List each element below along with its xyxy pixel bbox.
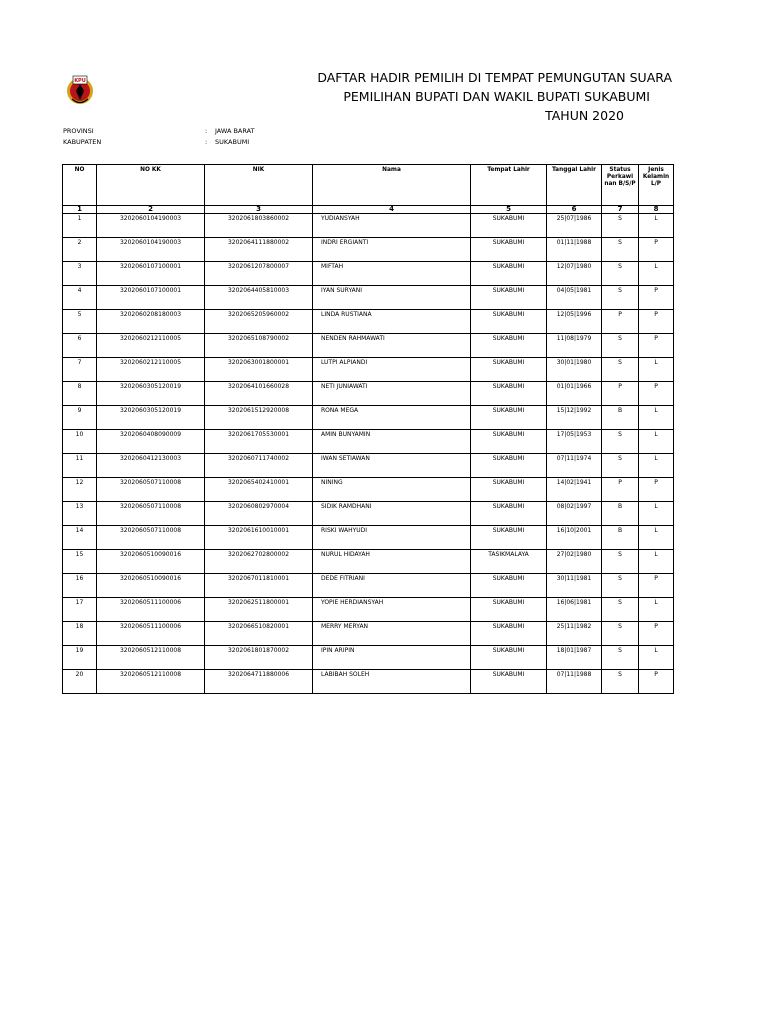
cell-status: B xyxy=(602,406,639,430)
provinsi-value: JAWA BARAT xyxy=(215,127,255,135)
cell-no: 9 xyxy=(63,406,97,430)
cell-nama: MIFTAH xyxy=(313,262,471,286)
cell-jenis-kelamin: P xyxy=(639,574,674,598)
cell-status: S xyxy=(602,550,639,574)
table-row xyxy=(63,334,674,358)
table-row xyxy=(63,646,674,670)
cell-jenis-kelamin: P xyxy=(639,478,674,502)
header-jenis-kelamin: Jenis Kelamin L/P xyxy=(639,165,674,206)
cell-nik: 3202065108790002 xyxy=(205,334,313,358)
cell-status: S xyxy=(602,646,639,670)
table-row xyxy=(63,502,674,526)
kpu-logo xyxy=(64,72,96,108)
cell-nik: 3202062702800002 xyxy=(205,550,313,574)
cell-no: 20 xyxy=(63,670,97,694)
document-title-line3: TAHUN 2020 xyxy=(545,108,624,123)
cell-status: S xyxy=(602,286,639,310)
table-column-number-row xyxy=(63,206,674,214)
cell-jenis-kelamin: L xyxy=(639,598,674,622)
cell-jenis-kelamin: L xyxy=(639,526,674,550)
cell-status: S xyxy=(602,598,639,622)
cell-jenis-kelamin: L xyxy=(639,430,674,454)
cell-tanggal-lahir: 12|05|1996 xyxy=(547,310,602,334)
cell-no: 16 xyxy=(63,574,97,598)
document-title-line1: DAFTAR HADIR PEMILIH DI TEMPAT PEMUNGUTAN SUARA xyxy=(317,70,672,85)
cell-nik: 3202064101660028 xyxy=(205,382,313,406)
cell-no-kk: 3202060104190003 xyxy=(97,238,205,262)
cell-tanggal-lahir: 25|07|1986 xyxy=(547,214,602,238)
cell-nik: 3202063001800001 xyxy=(205,358,313,382)
cell-nama: SIDIK RAMDHANI xyxy=(313,502,471,526)
kpu-logo-text: KPU xyxy=(74,78,86,84)
table-row xyxy=(63,670,674,694)
table-row xyxy=(63,598,674,622)
header-no: NO xyxy=(63,165,97,206)
header-no-kk: NO KK xyxy=(97,165,205,206)
cell-jenis-kelamin: L xyxy=(639,358,674,382)
cell-tempat-lahir: SUKABUMI xyxy=(471,286,547,310)
column-number: 8 xyxy=(639,206,674,214)
cell-no: 12 xyxy=(63,478,97,502)
cell-no-kk: 3202060208180003 xyxy=(97,310,205,334)
cell-no-kk: 3202060507110008 xyxy=(97,478,205,502)
cell-tanggal-lahir: 01|11|1988 xyxy=(547,238,602,262)
cell-tempat-lahir: SUKABUMI xyxy=(471,622,547,646)
column-number: 3 xyxy=(205,206,313,214)
provinsi-separator: : xyxy=(205,127,208,135)
cell-no-kk: 3202060107100001 xyxy=(97,262,205,286)
table-row xyxy=(63,238,674,262)
cell-status: P xyxy=(602,382,639,406)
cell-nama: NENDEN RAHMAWATI xyxy=(313,334,471,358)
column-number: 5 xyxy=(471,206,547,214)
table-row xyxy=(63,406,674,430)
document-title-line2: PEMILIHAN BUPATI DAN WAKIL BUPATI SUKABUMI xyxy=(343,89,650,104)
cell-nama: IPIN ARIPIN xyxy=(313,646,471,670)
cell-jenis-kelamin: P xyxy=(639,286,674,310)
cell-tempat-lahir: SUKABUMI xyxy=(471,646,547,670)
cell-status: P xyxy=(602,478,639,502)
cell-tempat-lahir: SUKABUMI xyxy=(471,670,547,694)
cell-jenis-kelamin: L xyxy=(639,646,674,670)
cell-tempat-lahir: SUKABUMI xyxy=(471,358,547,382)
cell-no-kk: 3202060511100006 xyxy=(97,622,205,646)
cell-tempat-lahir: SUKABUMI xyxy=(471,334,547,358)
cell-status: S xyxy=(602,670,639,694)
cell-tempat-lahir: TASIKMALAYA xyxy=(471,550,547,574)
cell-nik: 3202065205960002 xyxy=(205,310,313,334)
header-tempat-lahir: Tempat Lahir xyxy=(471,165,547,206)
cell-status: S xyxy=(602,238,639,262)
cell-nama: YUDIANSYAH xyxy=(313,214,471,238)
voter-attendance-table xyxy=(62,164,674,694)
cell-nik: 3202065402410001 xyxy=(205,478,313,502)
table-row xyxy=(63,310,674,334)
cell-tanggal-lahir: 14|02|1941 xyxy=(547,478,602,502)
cell-nama: IYAN SURYANI xyxy=(313,286,471,310)
header-nik: NIK xyxy=(205,165,313,206)
table-row xyxy=(63,478,674,502)
cell-status: S xyxy=(602,430,639,454)
cell-no-kk: 3202060412130003 xyxy=(97,454,205,478)
cell-no: 11 xyxy=(63,454,97,478)
cell-no-kk: 3202060408090009 xyxy=(97,430,205,454)
table-row xyxy=(63,622,674,646)
cell-nik: 3202061801870002 xyxy=(205,646,313,670)
cell-nik: 3202060711740002 xyxy=(205,454,313,478)
cell-status: S xyxy=(602,622,639,646)
column-number: 1 xyxy=(63,206,97,214)
table-row xyxy=(63,262,674,286)
cell-no: 19 xyxy=(63,646,97,670)
table-row xyxy=(63,526,674,550)
table-row xyxy=(63,454,674,478)
cell-nik: 3202064405810003 xyxy=(205,286,313,310)
cell-no-kk: 3202060212110005 xyxy=(97,334,205,358)
cell-tempat-lahir: SUKABUMI xyxy=(471,310,547,334)
cell-status: S xyxy=(602,262,639,286)
cell-no: 7 xyxy=(63,358,97,382)
cell-tempat-lahir: SUKABUMI xyxy=(471,430,547,454)
cell-tanggal-lahir: 30|01|1980 xyxy=(547,358,602,382)
header-status-perkawinan: Status Perkawi nan B/S/P xyxy=(602,165,639,206)
cell-tanggal-lahir: 18|01|1987 xyxy=(547,646,602,670)
cell-nama: NURUL HIDAYAH xyxy=(313,550,471,574)
cell-no: 8 xyxy=(63,382,97,406)
meta-provinsi xyxy=(63,126,255,136)
cell-no-kk: 3202060507110008 xyxy=(97,502,205,526)
cell-no-kk: 3202060510090016 xyxy=(97,550,205,574)
cell-tanggal-lahir: 30|11|1981 xyxy=(547,574,602,598)
cell-no: 18 xyxy=(63,622,97,646)
meta-kabupaten xyxy=(63,137,249,147)
cell-jenis-kelamin: L xyxy=(639,550,674,574)
cell-nama: AMIN BUNYAMIN xyxy=(313,430,471,454)
cell-tempat-lahir: SUKABUMI xyxy=(471,214,547,238)
cell-nik: 3202066510820001 xyxy=(205,622,313,646)
cell-tempat-lahir: SUKABUMI xyxy=(471,238,547,262)
cell-jenis-kelamin: P xyxy=(639,238,674,262)
cell-tempat-lahir: SUKABUMI xyxy=(471,478,547,502)
column-number: 4 xyxy=(313,206,471,214)
cell-no-kk: 3202060512110008 xyxy=(97,670,205,694)
cell-nik: 3202064711880006 xyxy=(205,670,313,694)
cell-nik: 3202061610010001 xyxy=(205,526,313,550)
cell-no: 1 xyxy=(63,214,97,238)
cell-jenis-kelamin: L xyxy=(639,502,674,526)
cell-jenis-kelamin: L xyxy=(639,406,674,430)
cell-jenis-kelamin: L xyxy=(639,262,674,286)
cell-status: S xyxy=(602,574,639,598)
cell-tanggal-lahir: 01|01|1966 xyxy=(547,382,602,406)
cell-tempat-lahir: SUKABUMI xyxy=(471,598,547,622)
column-number: 2 xyxy=(97,206,205,214)
cell-nama: NETI JUNIAWATI xyxy=(313,382,471,406)
cell-nik: 3202061207800007 xyxy=(205,262,313,286)
cell-no: 4 xyxy=(63,286,97,310)
cell-tempat-lahir: SUKABUMI xyxy=(471,502,547,526)
kabupaten-label: KABUPATEN xyxy=(63,138,102,146)
cell-status: S xyxy=(602,454,639,478)
cell-jenis-kelamin: P xyxy=(639,622,674,646)
cell-jenis-kelamin: P xyxy=(639,382,674,406)
table-row xyxy=(63,382,674,406)
table-header-row xyxy=(63,165,674,206)
table-row xyxy=(63,430,674,454)
cell-no-kk: 3202060305120019 xyxy=(97,406,205,430)
cell-status: B xyxy=(602,526,639,550)
cell-nama: DEDE FITRIANI xyxy=(313,574,471,598)
cell-nama: RISKI WAHYUDI xyxy=(313,526,471,550)
cell-tempat-lahir: SUKABUMI xyxy=(471,574,547,598)
header-nama: Nama xyxy=(313,165,471,206)
cell-tempat-lahir: SUKABUMI xyxy=(471,262,547,286)
cell-jenis-kelamin: P xyxy=(639,670,674,694)
kabupaten-separator: : xyxy=(205,138,208,146)
cell-no-kk: 3202060107100001 xyxy=(97,286,205,310)
cell-tanggal-lahir: 17|05|1953 xyxy=(547,430,602,454)
cell-nik: 3202061803860002 xyxy=(205,214,313,238)
cell-tempat-lahir: SUKABUMI xyxy=(471,382,547,406)
cell-jenis-kelamin: P xyxy=(639,310,674,334)
cell-no: 17 xyxy=(63,598,97,622)
cell-status: P xyxy=(602,310,639,334)
cell-no: 2 xyxy=(63,238,97,262)
cell-nik: 3202060802970004 xyxy=(205,502,313,526)
cell-tanggal-lahir: 07|11|1988 xyxy=(547,670,602,694)
cell-no: 10 xyxy=(63,430,97,454)
cell-nama: YOPIE HERDIANSYAH xyxy=(313,598,471,622)
cell-status: B xyxy=(602,502,639,526)
cell-tanggal-lahir: 16|10|2001 xyxy=(547,526,602,550)
cell-no-kk: 3202060512110008 xyxy=(97,646,205,670)
cell-nama: RONA MEGA xyxy=(313,406,471,430)
cell-tanggal-lahir: 07|11|1974 xyxy=(547,454,602,478)
cell-no-kk: 3202060104190003 xyxy=(97,214,205,238)
cell-nik: 3202061512920008 xyxy=(205,406,313,430)
cell-nama: LABIBAH SOLEH xyxy=(313,670,471,694)
cell-tanggal-lahir: 08|02|1997 xyxy=(547,502,602,526)
cell-no: 5 xyxy=(63,310,97,334)
cell-nama: INDRI ERGIANTI xyxy=(313,238,471,262)
cell-nik: 3202061705530001 xyxy=(205,430,313,454)
column-number: 7 xyxy=(602,206,639,214)
provinsi-label: PROVINSI xyxy=(63,127,94,135)
cell-nama: MERRY MERYAN xyxy=(313,622,471,646)
cell-nama: NINING xyxy=(313,478,471,502)
cell-no: 15 xyxy=(63,550,97,574)
cell-tanggal-lahir: 12|07|1980 xyxy=(547,262,602,286)
cell-no-kk: 3202060212110005 xyxy=(97,358,205,382)
column-number: 6 xyxy=(547,206,602,214)
cell-no: 3 xyxy=(63,262,97,286)
cell-nama: LINDA RUSTIANA xyxy=(313,310,471,334)
cell-jenis-kelamin: L xyxy=(639,214,674,238)
cell-no-kk: 3202060507110008 xyxy=(97,526,205,550)
cell-tanggal-lahir: 04|05|1981 xyxy=(547,286,602,310)
cell-no-kk: 3202060510090016 xyxy=(97,574,205,598)
cell-no-kk: 3202060305120019 xyxy=(97,382,205,406)
cell-tempat-lahir: SUKABUMI xyxy=(471,454,547,478)
cell-nik: 3202064111880002 xyxy=(205,238,313,262)
cell-status: S xyxy=(602,214,639,238)
cell-tanggal-lahir: 25|11|1982 xyxy=(547,622,602,646)
table-row xyxy=(63,358,674,382)
header-tanggal-lahir: Tanggal Lahir xyxy=(547,165,602,206)
table-row xyxy=(63,574,674,598)
cell-tanggal-lahir: 27|02|1980 xyxy=(547,550,602,574)
cell-nama: LUTPI ALPIANDI xyxy=(313,358,471,382)
cell-no: 14 xyxy=(63,526,97,550)
cell-nik: 3202062511800001 xyxy=(205,598,313,622)
cell-tanggal-lahir: 16|06|1981 xyxy=(547,598,602,622)
cell-jenis-kelamin: P xyxy=(639,334,674,358)
cell-nama: IWAN SETIAWAN xyxy=(313,454,471,478)
cell-status: S xyxy=(602,334,639,358)
cell-no: 6 xyxy=(63,334,97,358)
table-row xyxy=(63,286,674,310)
cell-jenis-kelamin: L xyxy=(639,454,674,478)
cell-no-kk: 3202060511100006 xyxy=(97,598,205,622)
cell-tempat-lahir: SUKABUMI xyxy=(471,406,547,430)
cell-no: 13 xyxy=(63,502,97,526)
cell-nik: 3202067011810001 xyxy=(205,574,313,598)
kabupaten-value: SUKABUMI xyxy=(215,138,250,146)
table-row xyxy=(63,214,674,238)
cell-tanggal-lahir: 15|12|1992 xyxy=(547,406,602,430)
cell-tanggal-lahir: 11|08|1979 xyxy=(547,334,602,358)
table-row xyxy=(63,550,674,574)
cell-status: S xyxy=(602,358,639,382)
cell-tempat-lahir: SUKABUMI xyxy=(471,526,547,550)
